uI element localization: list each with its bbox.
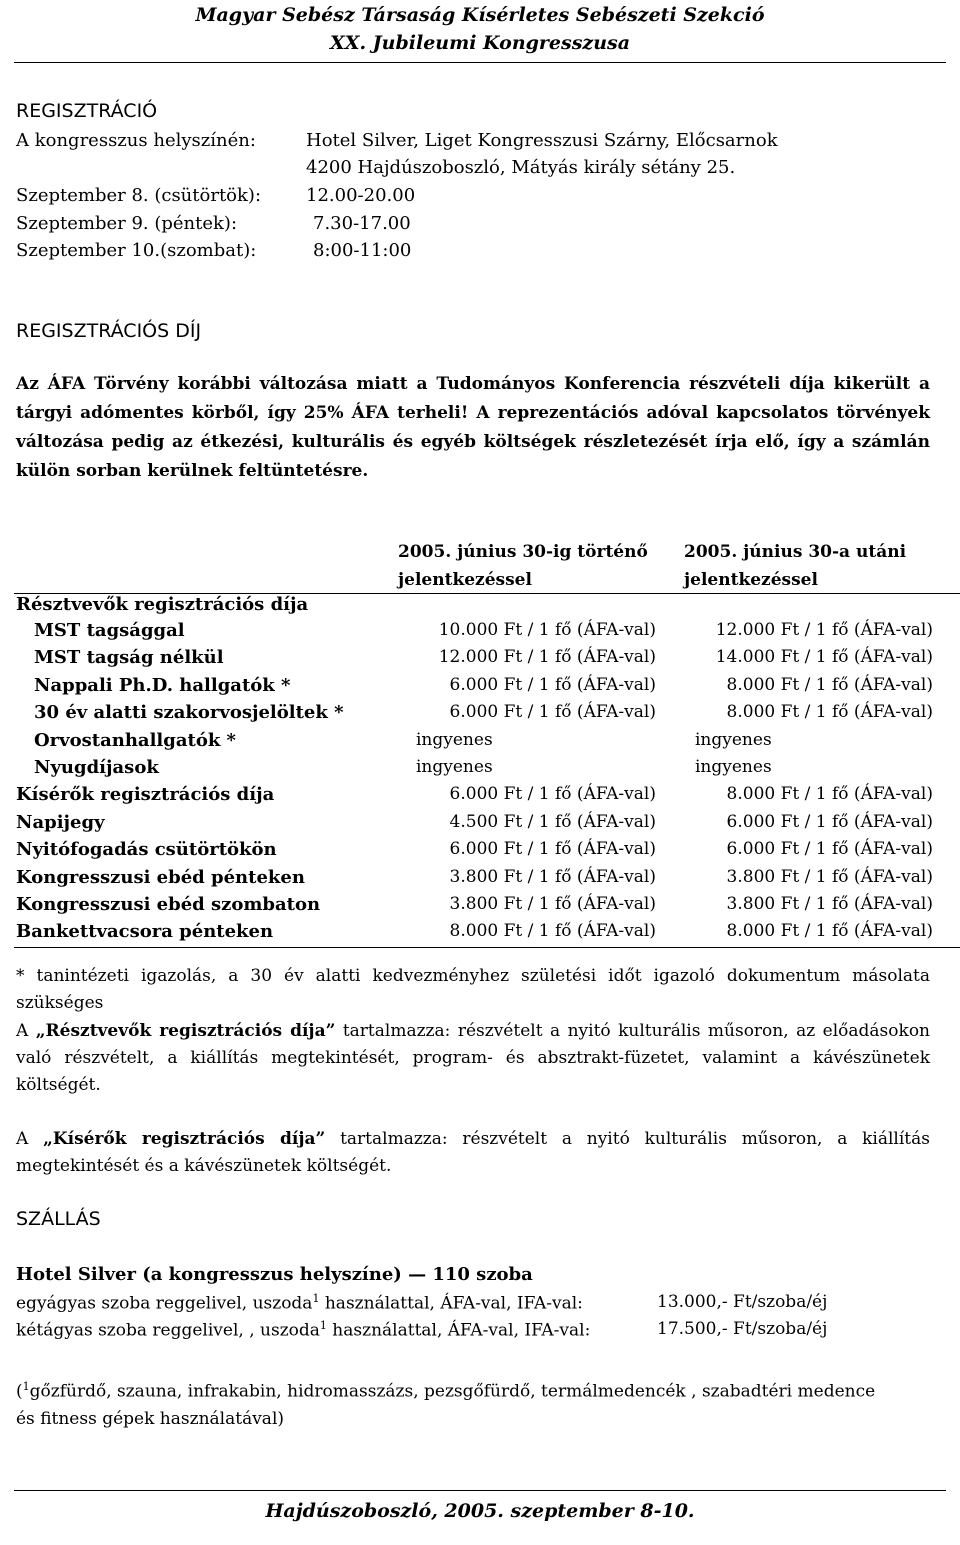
fee-title: REGISZTRÁCIÓS DÍJ <box>16 320 202 342</box>
companions-note-rest: tartalmazza: részvételt a nyitó kulturális műsoron, a kiállítás megtekintését és a kávészünetek költségét. <box>16 1129 930 1176</box>
fee-before-value: ingyenes <box>416 757 493 777</box>
accommodation-footnote <box>16 1373 876 1433</box>
fee-row-label: Napijegy <box>16 812 105 833</box>
fee-after-value: ingyenes <box>695 730 772 750</box>
day-label: Szeptember 9. (péntek): <box>16 213 238 234</box>
footnote: * tanintézeti igazolás, a 30 év alatti kedvezményhez születési időt igazoló dokumentum másolata szükséges <box>16 966 930 1013</box>
fee-before-value: ingyenes <box>416 730 493 750</box>
venue-line2: 4200 Hajdúszoboszló, Mátyás király sétány 25. <box>306 157 736 178</box>
fee-after-value: 8.000 Ft / 1 fő (ÁFA-val) <box>726 921 933 941</box>
header-title-line2: XX. Jubileumi Kongresszusa <box>329 32 631 54</box>
single-room-text-part1: egyágyas szoba reggelivel, uszoda <box>16 1293 313 1314</box>
header-rule <box>14 62 946 63</box>
fee-row-label: Nyugdíjasok <box>34 757 159 778</box>
day-time: 7.30-17.00 <box>313 213 411 234</box>
fee-after-value: 14.000 Ft / 1 fő (ÁFA-val) <box>715 647 933 667</box>
fee-before-value: 4.500 Ft / 1 fő (ÁFA-val) <box>449 812 656 832</box>
fee-row-label: 30 év alatti szakorvosjelöltek * <box>34 702 344 723</box>
fee-row-label: Kongresszusi ebéd szombaton <box>16 894 321 915</box>
double-room-sup: 1 <box>319 1319 327 1332</box>
fee-row-label: Kísérők regisztrációs díja <box>16 784 275 805</box>
fee-before-value: 10.000 Ft / 1 fő (ÁFA-val) <box>438 620 656 640</box>
col-after-header-line2: jelentkezéssel <box>684 570 818 590</box>
companions-note-bold: „Kísérők regisztrációs díja” <box>43 1129 326 1149</box>
day-label: Szeptember 8. (csütörtök): <box>16 185 262 206</box>
fee-row-label: MST tagság nélkül <box>34 647 224 668</box>
fee-before-value: 3.800 Ft / 1 fő (ÁFA-val) <box>449 894 656 914</box>
single-room-text <box>16 1292 583 1314</box>
footer-rule <box>14 1490 946 1491</box>
accommodation-footnote-text: gőzfürdő, szauna, infrakabin, hidromasszázs, pezsgőfürdő, termálmedencék , szabadtéri medence és fitness gépek használatával) <box>16 1381 876 1429</box>
fee-before-value: 6.000 Ft / 1 fő (ÁFA-val) <box>449 702 656 722</box>
fee-row-label: Bankettvacsora pénteken <box>16 921 274 942</box>
fee-after-value: 6.000 Ft / 1 fő (ÁFA-val) <box>726 812 933 832</box>
table-group-header: Résztvevők regisztrációs díja <box>16 594 309 615</box>
fee-row-label: MST tagsággal <box>34 620 185 641</box>
companions-note <box>16 1126 930 1180</box>
fee-after-value: 8.000 Ft / 1 fő (ÁFA-val) <box>726 702 933 722</box>
accommodation-title: SZÁLLÁS <box>16 1208 101 1230</box>
companions-note-prefix: A <box>16 1129 44 1149</box>
header-title-line1: Magyar Sebész Társaság Kísérletes Sebészeti Szekció <box>195 4 765 26</box>
double-room-text <box>16 1319 590 1341</box>
table-bottom-rule <box>14 947 960 948</box>
day-time: 12.00-20.00 <box>306 185 416 206</box>
fee-before-value: 6.000 Ft / 1 fő (ÁFA-val) <box>449 675 656 695</box>
double-room-text-part1: kétágyas szoba reggelivel, , uszoda <box>16 1320 320 1341</box>
col-after-header <box>684 538 906 594</box>
venue-label: A kongresszus helyszínén: <box>16 130 256 151</box>
col-before-header-line1: 2005. június 30-ig történő <box>398 542 648 562</box>
hotel-heading: Hotel Silver (a kongresszus helyszíne) — 110 szoba <box>16 1264 533 1285</box>
accommodation-footnote-open: ( <box>16 1381 23 1402</box>
fee-paragraph: Az ÁFA Törvény korábbi változása miatt a Tudományos Konferencia részvételi díja kikerült a tárgyi adómentes körből, így 25% ÁFA terheli! A reprezentációs adóval kapcsolatos törvények változása pedig az étkezési, kulturális és egyéb költségek részletezését írja elő, így a számlán külön sorban kerülnek feltüntetésre. <box>16 374 930 481</box>
day-time: 8:00-11:00 <box>313 240 412 261</box>
single-room-sup: 1 <box>312 1292 320 1305</box>
fee-before-value: 6.000 Ft / 1 fő (ÁFA-val) <box>449 784 656 804</box>
fee-after-value: 3.800 Ft / 1 fő (ÁFA-val) <box>726 894 933 914</box>
single-room-price: 13.000,- Ft/szoba/éj <box>657 1292 828 1312</box>
fee-after-value: 8.000 Ft / 1 fő (ÁFA-val) <box>726 675 933 695</box>
accommodation-footnote-sup: 1 <box>22 1380 30 1393</box>
participants-note-rest: tartalmazza: részvételt a nyitó kulturális műsoron, az előadásokon való részvételt, a kiállítás megtekintését, program- és absztrakt-füzetet, valamint a kávészünetek költségét. <box>16 1021 930 1095</box>
fee-before-value: 3.800 Ft / 1 fő (ÁFA-val) <box>449 867 656 887</box>
fee-before-value: 12.000 Ft / 1 fő (ÁFA-val) <box>438 647 656 667</box>
fee-row-label: Orvostanhallgatók * <box>34 730 236 751</box>
fee-row-label: Nyitófogadás csütörtökön <box>16 839 277 860</box>
fee-after-value: ingyenes <box>695 757 772 777</box>
fee-row-label: Nappali Ph.D. hallgatók * <box>34 675 291 696</box>
col-after-header-line1: 2005. június 30-a utáni <box>684 542 907 562</box>
participants-note-bold: „Résztvevők regisztrációs díja” <box>35 1021 336 1041</box>
day-label: Szeptember 10.(szombat): <box>16 240 257 261</box>
fee-after-value: 12.000 Ft / 1 fő (ÁFA-val) <box>715 620 933 640</box>
fee-after-value: 6.000 Ft / 1 fő (ÁFA-val) <box>726 839 933 859</box>
participants-note-prefix: A <box>16 1021 36 1041</box>
fee-before-value: 8.000 Ft / 1 fő (ÁFA-val) <box>449 921 656 941</box>
fee-row-label: Kongresszusi ebéd pénteken <box>16 867 305 888</box>
double-room-text-part2: használattal, ÁFA-val, IFA-val: <box>326 1320 591 1341</box>
participants-note <box>16 1018 930 1099</box>
registration-title: REGISZTRÁCIÓ <box>16 100 158 122</box>
fee-before-value: 6.000 Ft / 1 fő (ÁFA-val) <box>449 839 656 859</box>
double-room-price: 17.500,- Ft/szoba/éj <box>657 1319 828 1339</box>
single-room-text-part2: használattal, ÁFA-val, IFA-val: <box>319 1293 583 1314</box>
col-before-header-line2: jelentkezéssel <box>398 570 532 590</box>
fee-after-value: 3.800 Ft / 1 fő (ÁFA-val) <box>726 867 933 887</box>
venue-line1: Hotel Silver, Liget Kongresszusi Szárny, Előcsarnok <box>306 130 778 151</box>
footer-text: Hajdúszoboszló, 2005. szeptember 8-10. <box>265 1500 695 1522</box>
fee-after-value: 8.000 Ft / 1 fő (ÁFA-val) <box>726 784 933 804</box>
col-before-header <box>398 538 648 594</box>
